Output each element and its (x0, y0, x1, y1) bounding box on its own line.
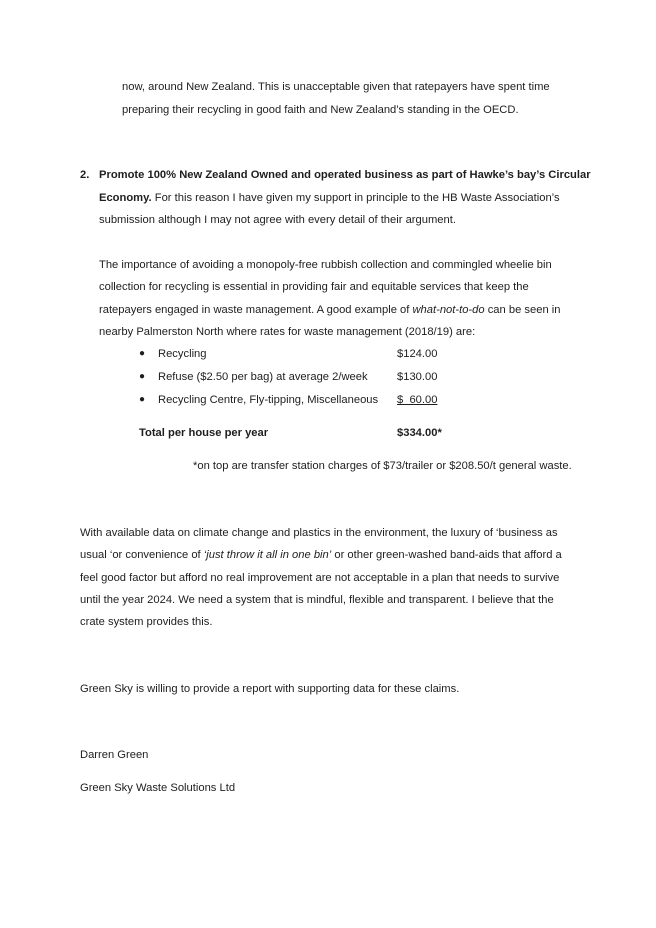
section-heading-line-1: Promote 100% New Zealand Owned and operated business as part of Hawke’s bay’s Circular (99, 169, 591, 181)
cost-item-amount: $124.00 (397, 348, 438, 360)
intro-line-2: preparing their recycling in good faith and New Zealand’s standing in the OECD. (122, 104, 519, 116)
para3-line-2 (80, 548, 562, 562)
bullet-icon: ● (139, 394, 146, 405)
cost-item-label: Recycling (158, 348, 207, 360)
para2-line-3-before: ratepayers engaged in waste management. A good example of (99, 304, 413, 316)
para4: Green Sky is willing to provide a report with supporting data for these claims. (80, 683, 460, 695)
signature-name: Darren Green (80, 749, 149, 761)
para3-line-3: feel good factor but afford no real improvement are not acceptable in a plan that needs to survive (80, 572, 560, 584)
section-heading-line-2 (99, 191, 560, 205)
para3-line-4: until the year 2024. We need a system that is mindful, flexible and transparent. I believe that the (80, 594, 554, 606)
para2-line-2: collection for recycling is essential in providing fair and equitable services that keep the (99, 281, 529, 293)
section-heading-bold: Economy. (99, 192, 152, 204)
para2-line-3 (99, 303, 561, 317)
bullet-icon: ● (139, 348, 146, 359)
para2-line-4: nearby Palmerston North where rates for waste management (2018/19) are: (99, 326, 476, 338)
cost-item-label: Refuse ($2.50 per bag) at average 2/week (158, 371, 368, 383)
para3-line-2-before: usual ‘or convenience of (80, 549, 204, 561)
para2-line-3-italic: what-not-to-do (412, 304, 485, 316)
para3-line-1: With available data on climate change and plastics in the environment, the luxury of ‘business as (80, 527, 558, 539)
cost-item-amount: $130.00 (397, 371, 438, 383)
cost-item-amount: $ 60.00 (397, 394, 438, 406)
cost-footnote: *on top are transfer station charges of $73/trailer or $208.50/t general waste. (193, 460, 572, 472)
para3-line-2-after: or other green-washed band-aids that afford a (331, 549, 562, 561)
para3-line-2-italic: ‘just throw it all in one bin’ (203, 549, 332, 561)
para2-line-3-after: can be seen in (484, 304, 561, 316)
total-label: Total per house per year (139, 427, 269, 439)
para3-line-5: crate system provides this. (80, 616, 213, 628)
total-amount: $334.00* (397, 427, 442, 439)
signature-company: Green Sky Waste Solutions Ltd (80, 782, 236, 794)
section-line-3: submission although I may not agree with every detail of their argument. (99, 214, 456, 226)
bullet-icon: ● (139, 371, 146, 382)
section-heading-rest: For this reason I have given my support in principle to the HB Waste Association’s (151, 192, 560, 204)
section-number: 2. (80, 169, 90, 181)
cost-item-label: Recycling Centre, Fly-tipping, Miscellaneous (158, 394, 379, 406)
intro-line-1: now, around New Zealand. This is unacceptable given that ratepayers have spent time (122, 81, 550, 93)
para2-line-1: The importance of avoiding a monopoly-free rubbish collection and commingled wheelie bin (99, 259, 552, 271)
